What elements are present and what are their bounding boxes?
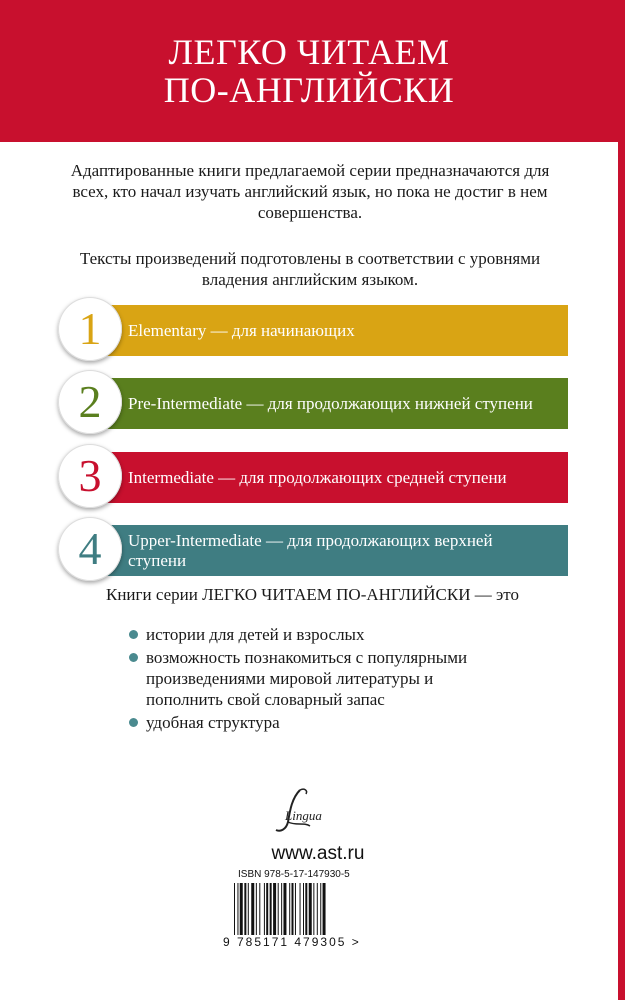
list-item-text: удобная структура [146,713,280,732]
barcode-stripe [305,883,307,935]
barcode-stripe [234,883,235,935]
list-item [128,647,476,710]
level-label-3: Intermediate — для продолжающих средней ступени [128,467,507,487]
barcode-stripe [309,883,312,935]
header-banner [0,0,618,142]
level-number-badge-3: 3 [58,444,122,508]
bullet-icon [129,630,138,639]
barcode [230,883,390,938]
barcode-stripe [240,883,243,935]
level-number-badge-1: 1 [58,297,122,361]
title-line-1: ЛЕГКО ЧИТАЕМ [168,32,450,72]
barcode-stripe [320,883,321,935]
level-row-3 [58,452,568,503]
feature-list [128,624,558,735]
barcode-stripe [295,883,296,935]
bullet-icon [129,718,138,727]
level-row-1 [58,305,568,356]
barcode-stripe [264,883,265,935]
right-edge-stripe [618,0,625,1000]
barcode-stripe [303,883,304,935]
list-item-text: истории для детей и взрослых [146,625,365,644]
level-label-1: Elementary — для начинающих [128,320,355,340]
level-number-badge-2: 2 [58,370,122,434]
barcode-stripe [292,883,294,935]
level-label-2: Pre-Intermediate — для продолжающих нижней ступени [128,393,533,413]
level-label-4: Upper-Intermediate — для продолжающих верхней ступени [128,530,493,570]
intro-paragraph-1 [60,160,560,223]
isbn-text: ISBN 978-5-17-147930-5 [238,869,350,880]
level-row-2 [58,378,568,429]
list-item-text: возможность познакомиться с популярными произведениями мировой литературы и пополнить свой словарный запас [146,648,468,709]
barcode-stripe [256,883,257,935]
list-item [128,624,558,645]
intro-text-1: Адаптированные книги предлагаемой серии предназначаются для всех, кто начал изучать английский язык, но пока не достиг в нем совершенства. [70,161,550,222]
bullet-icon [129,653,138,662]
barcode-stripe [323,883,326,935]
barcode-stripe [259,883,260,935]
barcode-stripe [251,883,254,935]
website-url: www.ast.ru [271,843,365,864]
barcode-stripe [300,883,301,935]
barcode-stripe [248,883,249,935]
barcode-stripe [273,883,276,935]
intro-text-2: Тексты произведений подготовлены в соответствии с уровнями владения английским языком. [79,249,541,289]
level-row-4 [58,525,568,576]
level-number-badge-4: 4 [58,517,122,581]
barcode-stripe [283,883,286,935]
barcode-stripe [313,883,314,935]
barcode-stripe [270,883,272,935]
barcode-digits: 9 785171 479305 > [223,935,361,949]
series-description: Книги серии ЛЕГКО ЧИТАЕМ ПО-АНГЛИЙСКИ — это [105,585,520,604]
barcode-stripe [278,883,279,935]
barcode-stripe [281,883,282,935]
barcode-stripe [244,883,246,935]
barcode-stripe [317,883,318,935]
title-line-2: ПО-АНГЛИЙСКИ [163,70,455,110]
barcode-stripe [289,883,290,935]
publisher-logo-text: Lingua [285,808,322,823]
barcode-stripe [237,883,238,935]
list-item [128,712,558,733]
intro-paragraph-2 [60,248,560,290]
barcode-stripe [266,883,268,935]
